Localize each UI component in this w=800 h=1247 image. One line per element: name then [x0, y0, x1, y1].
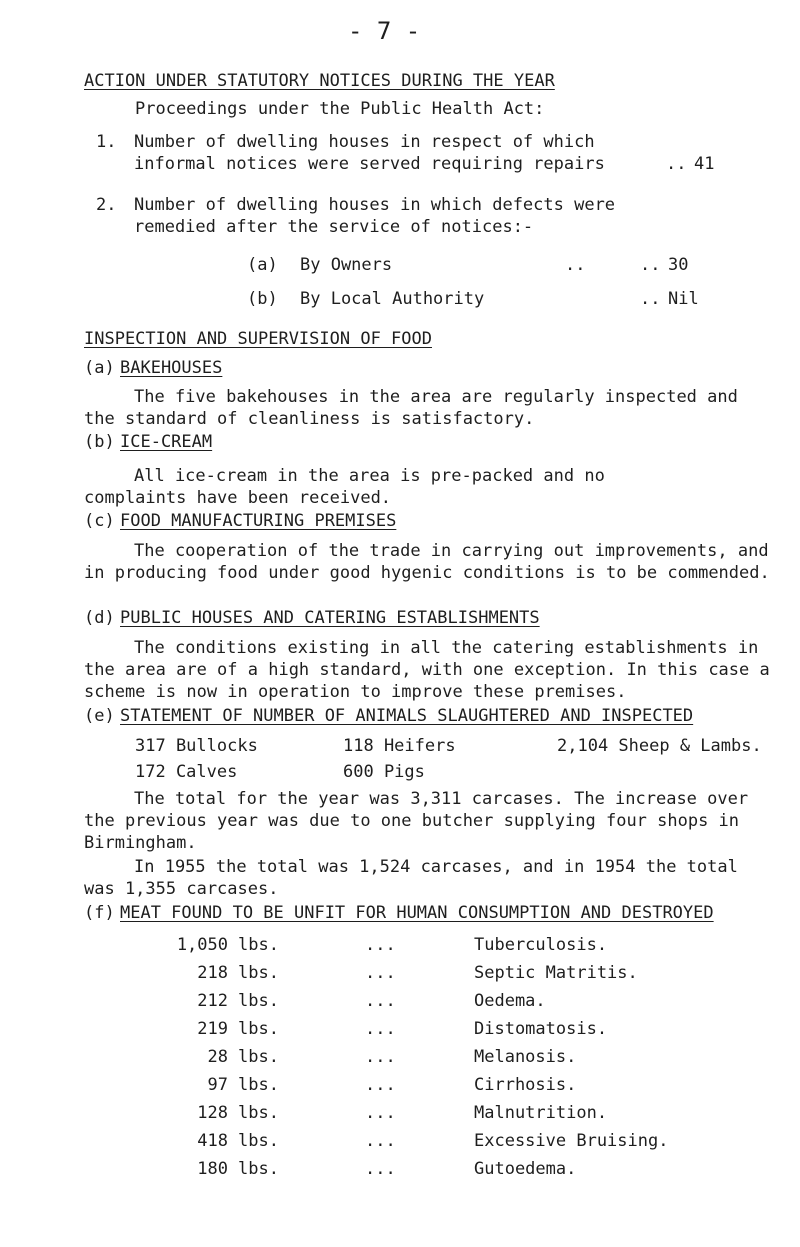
meat-reason: Septic Matritis. — [474, 963, 638, 983]
meat-reason: Melanosis. — [474, 1047, 577, 1067]
item1-value: 41 — [694, 154, 715, 174]
subsection-e-label: (e) — [84, 706, 115, 726]
meat-dots: ... — [365, 935, 396, 955]
sub-a-text: By Owners — [300, 255, 393, 275]
meat-dots: ... — [365, 1047, 396, 1067]
sub-a-label: (a) — [247, 255, 278, 275]
meat-unit: lbs. — [238, 935, 279, 955]
meat-unit: lbs. — [238, 1159, 279, 1179]
food-manufacturing-paragraph: The cooperation of the trade in carrying out improvements, and in producing food under good hygenic conditions is to be commended. — [84, 541, 770, 583]
catering-paragraph: The conditions existing in all the catering establishments in the area are of a high standard, with one exception. In this case a scheme is now in operation to improve these premises. — [84, 638, 770, 702]
meat-quantity: 180 — [197, 1159, 228, 1179]
sub-a-dots-2: .. — [640, 255, 661, 275]
section-heading-food-inspection: INSPECTION AND SUPERVISION OF FOOD — [84, 329, 432, 349]
meat-reason: Excessive Bruising. — [474, 1131, 669, 1151]
meat-unit: lbs. — [238, 1019, 279, 1039]
item2-text-line1: Number of dwelling houses in which defects were — [134, 195, 616, 215]
meat-quantity: 97 — [207, 1075, 228, 1095]
sub-b-text: By Local Authority — [300, 289, 485, 309]
table-row — [0, 1102, 800, 1128]
item2-text-line2: remedied after the service of notices:- — [134, 217, 534, 237]
meat-quantity: 418 — [197, 1131, 228, 1151]
sub-a-dots-1: .. — [565, 255, 586, 275]
subsection-e-title: STATEMENT OF NUMBER OF ANIMALS SLAUGHTERED AND INSPECTED — [120, 706, 694, 726]
page-number: - 7 - — [348, 17, 421, 45]
item1-text-line2: informal notices were served requiring repairs — [134, 154, 605, 174]
sub-b-label: (b) — [247, 289, 278, 309]
subsection-b-label: (b) — [84, 432, 115, 452]
subsection-b-title: ICE-CREAM — [120, 432, 213, 452]
subsection-c-label: (c) — [84, 511, 115, 531]
meat-quantity: 219 — [197, 1019, 228, 1039]
proceedings-intro: Proceedings under the Public Health Act: — [135, 99, 545, 119]
ice-cream-paragraph: All ice-cream in the area is pre-packed and no complaints have been received. — [84, 466, 605, 508]
subsection-f-title: MEAT FOUND TO BE UNFIT FOR HUMAN CONSUMPTION AND DESTROYED — [120, 903, 714, 923]
bakehouses-paragraph: The five bakehouses in the area are regularly inspected and the standard of cleanliness is satisfactory. — [84, 387, 738, 429]
meat-quantity: 28 — [207, 1047, 228, 1067]
meat-dots: ... — [365, 1075, 396, 1095]
table-row — [0, 1018, 800, 1044]
table-row — [0, 1130, 800, 1156]
animals-pigs: 600 Pigs — [343, 762, 425, 782]
table-row — [0, 1158, 800, 1184]
meat-dots: ... — [365, 991, 396, 1011]
animals-heifers: 118 Heifers — [343, 736, 456, 756]
meat-dots: ... — [365, 1103, 396, 1123]
meat-unit: lbs. — [238, 963, 279, 983]
item1-number: 1. — [96, 132, 117, 152]
meat-reason: Malnutrition. — [474, 1103, 608, 1123]
section-heading-statutory-notices: ACTION UNDER STATUTORY NOTICES DURING THE YEAR — [84, 71, 555, 91]
meat-quantity: 1,050 — [176, 935, 228, 955]
meat-unit: lbs. — [238, 1131, 279, 1151]
sub-b-dots: .. — [640, 289, 661, 309]
meat-quantity: 212 — [197, 991, 228, 1011]
sub-a-value: 30 — [668, 255, 689, 275]
meat-quantity: 128 — [197, 1103, 228, 1123]
meat-unit: lbs. — [238, 1047, 279, 1067]
table-row — [0, 962, 800, 988]
subsection-f-label: (f) — [84, 903, 115, 923]
sub-b-value: Nil — [668, 289, 699, 309]
meat-reason: Gutoedema. — [474, 1159, 577, 1179]
meat-quantity: 218 — [197, 963, 228, 983]
meat-dots: ... — [365, 963, 396, 983]
carcases-previous-years-paragraph: In 1955 the total was 1,524 carcases, and in 1954 the total was 1,355 carcases. — [84, 857, 738, 899]
meat-reason: Oedema. — [474, 991, 546, 1011]
meat-reason: Distomatosis. — [474, 1019, 608, 1039]
subsection-a-title: BAKEHOUSES — [120, 358, 223, 378]
subsection-d-label: (d) — [84, 608, 115, 628]
meat-dots: ... — [365, 1131, 396, 1151]
item2-number: 2. — [96, 195, 117, 215]
meat-unit: lbs. — [238, 991, 279, 1011]
item1-text-line1: Number of dwelling houses in respect of which — [134, 132, 595, 152]
table-row — [0, 934, 800, 960]
table-row — [0, 1074, 800, 1100]
table-row — [0, 1046, 800, 1072]
table-row — [0, 990, 800, 1016]
meat-unit: lbs. — [238, 1103, 279, 1123]
meat-reason: Cirrhosis. — [474, 1075, 577, 1095]
animals-sheep-lambs: 2,104 Sheep & Lambs. — [557, 736, 762, 756]
subsection-a-label: (a) — [84, 358, 115, 378]
animals-calves: 172 Calves — [135, 762, 238, 782]
subsection-d-title: PUBLIC HOUSES AND CATERING ESTABLISHMENTS — [120, 608, 540, 628]
subsection-c-title: FOOD MANUFACTURING PREMISES — [120, 511, 397, 531]
item1-dots: .. — [666, 154, 687, 174]
meat-dots: ... — [365, 1019, 396, 1039]
carcases-total-paragraph: The total for the year was 3,311 carcases. The increase over the previous year was due to one butcher supplying four shops in Birmingham. — [84, 789, 749, 853]
meat-reason: Tuberculosis. — [474, 935, 608, 955]
meat-dots: ... — [365, 1159, 396, 1179]
animals-bullocks: 317 Bullocks — [135, 736, 258, 756]
meat-unit: lbs. — [238, 1075, 279, 1095]
